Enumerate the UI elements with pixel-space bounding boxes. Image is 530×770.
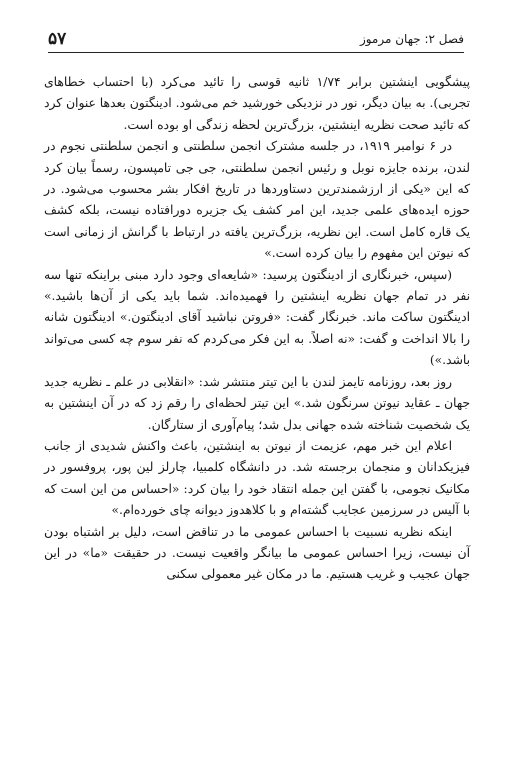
paragraph: در ۶ نوامبر ۱۹۱۹، در جلسه مشترک انجمن سلطنتی و انجمن سلطنتی نجوم در لندن، برنده جایزه نوبل و رئیس انجمن سلطنتی، جی جی تامپسون، رسماً بیان کرد که این «یکی از ارزشمندترین دستاوردها در تاریخ افکار بشر محسوب می‌شود. در حوزه ایده‌های علمی جدید، این امر کشف یک جزیره دورافتاده نیست، بلکه کشف یک قاره کامل است. این نظریه، بزرگ‌ترین یافته در ارتباط با گرانش از زمانی است که نیوتن این مفهوم را بیان کرده است.» xyxy=(44,139,470,261)
paragraph: (سپس، خبرنگاری از ادینگتون پرسید: «شایعه‌ای وجود دارد مبنی براینکه تنها سه نفر در تمام جهان نظریه اینشتین را فهمیده‌اند. شما باید یکی از آن‌ها باشید.» ادینگتون ساکت ماند. خبرنگار گفت: «فروتن نباشید آقای ادینگتون.» ادینگتون شانه را بالا انداخت و گفت: «نه اصلاً. به این فکر می‌کردم که نفر سوم چه کسی می‌تواند باشد.») xyxy=(44,267,470,368)
paragraph: پیشگویی اینشتین برابر ۱/۷۴ ثانیه قوسی را تائید می‌کرد (با احتساب خطاهای تجربی). به بیان دیگر، نور در نزدیکی خورشید خم می‌شود. ادینگتون بعدها عنوان کرد که تائید صحت نظریه اینشتین، بزرگ‌ترین لحظه زندگی او بوده است. xyxy=(44,75,470,132)
body-text xyxy=(44,72,470,762)
page-number: ۵۷ xyxy=(48,29,67,49)
paragraph: اینکه نظریه نسبیت با احساس عمومی ما در تناقض است، دلیل بر اشتباه بودن آن نیست، زیرا احساس عمومی ما بیانگر واقعیت نیست. در حقیقت «ما» در این جهان عجیب و غریب هستیم. ما در مکان غیر معمولی سکنی xyxy=(44,524,470,582)
page-header xyxy=(48,26,464,53)
paragraph: اعلام این خبر مهم، عزیمت از نیوتن به اینشتین، باعث واکنش شدیدی از جانب فیزیکدانان و منجمان برجسته شد. در دانشگاه کلمبیا، چارلز لین پور، پروفسور در مکانیک نجومی، با گفتن این جمله انتقاد خود را بیان کرد: «احساس من این است که با آلیس در سرزمین عجایب گشته‌ام و با کلاهدوز دیوانه چای خورده‌ام.» xyxy=(44,438,470,518)
running-head: فصل ۲: جهان مرموز xyxy=(359,32,464,46)
paragraph: روز بعد، روزنامه تایمز لندن با این تیتر منتشر شد: «انقلابی در علم ـ نظریه جدید جهان ـ عقاید نیوتن سرنگون شد.» این تیتر لحظه‌ای را رقم زد که در آن اینشتین به یک شخصیت شناخته شده جهانی بدل شد؛ پیام‌آوری از ستارگان. xyxy=(44,374,470,432)
